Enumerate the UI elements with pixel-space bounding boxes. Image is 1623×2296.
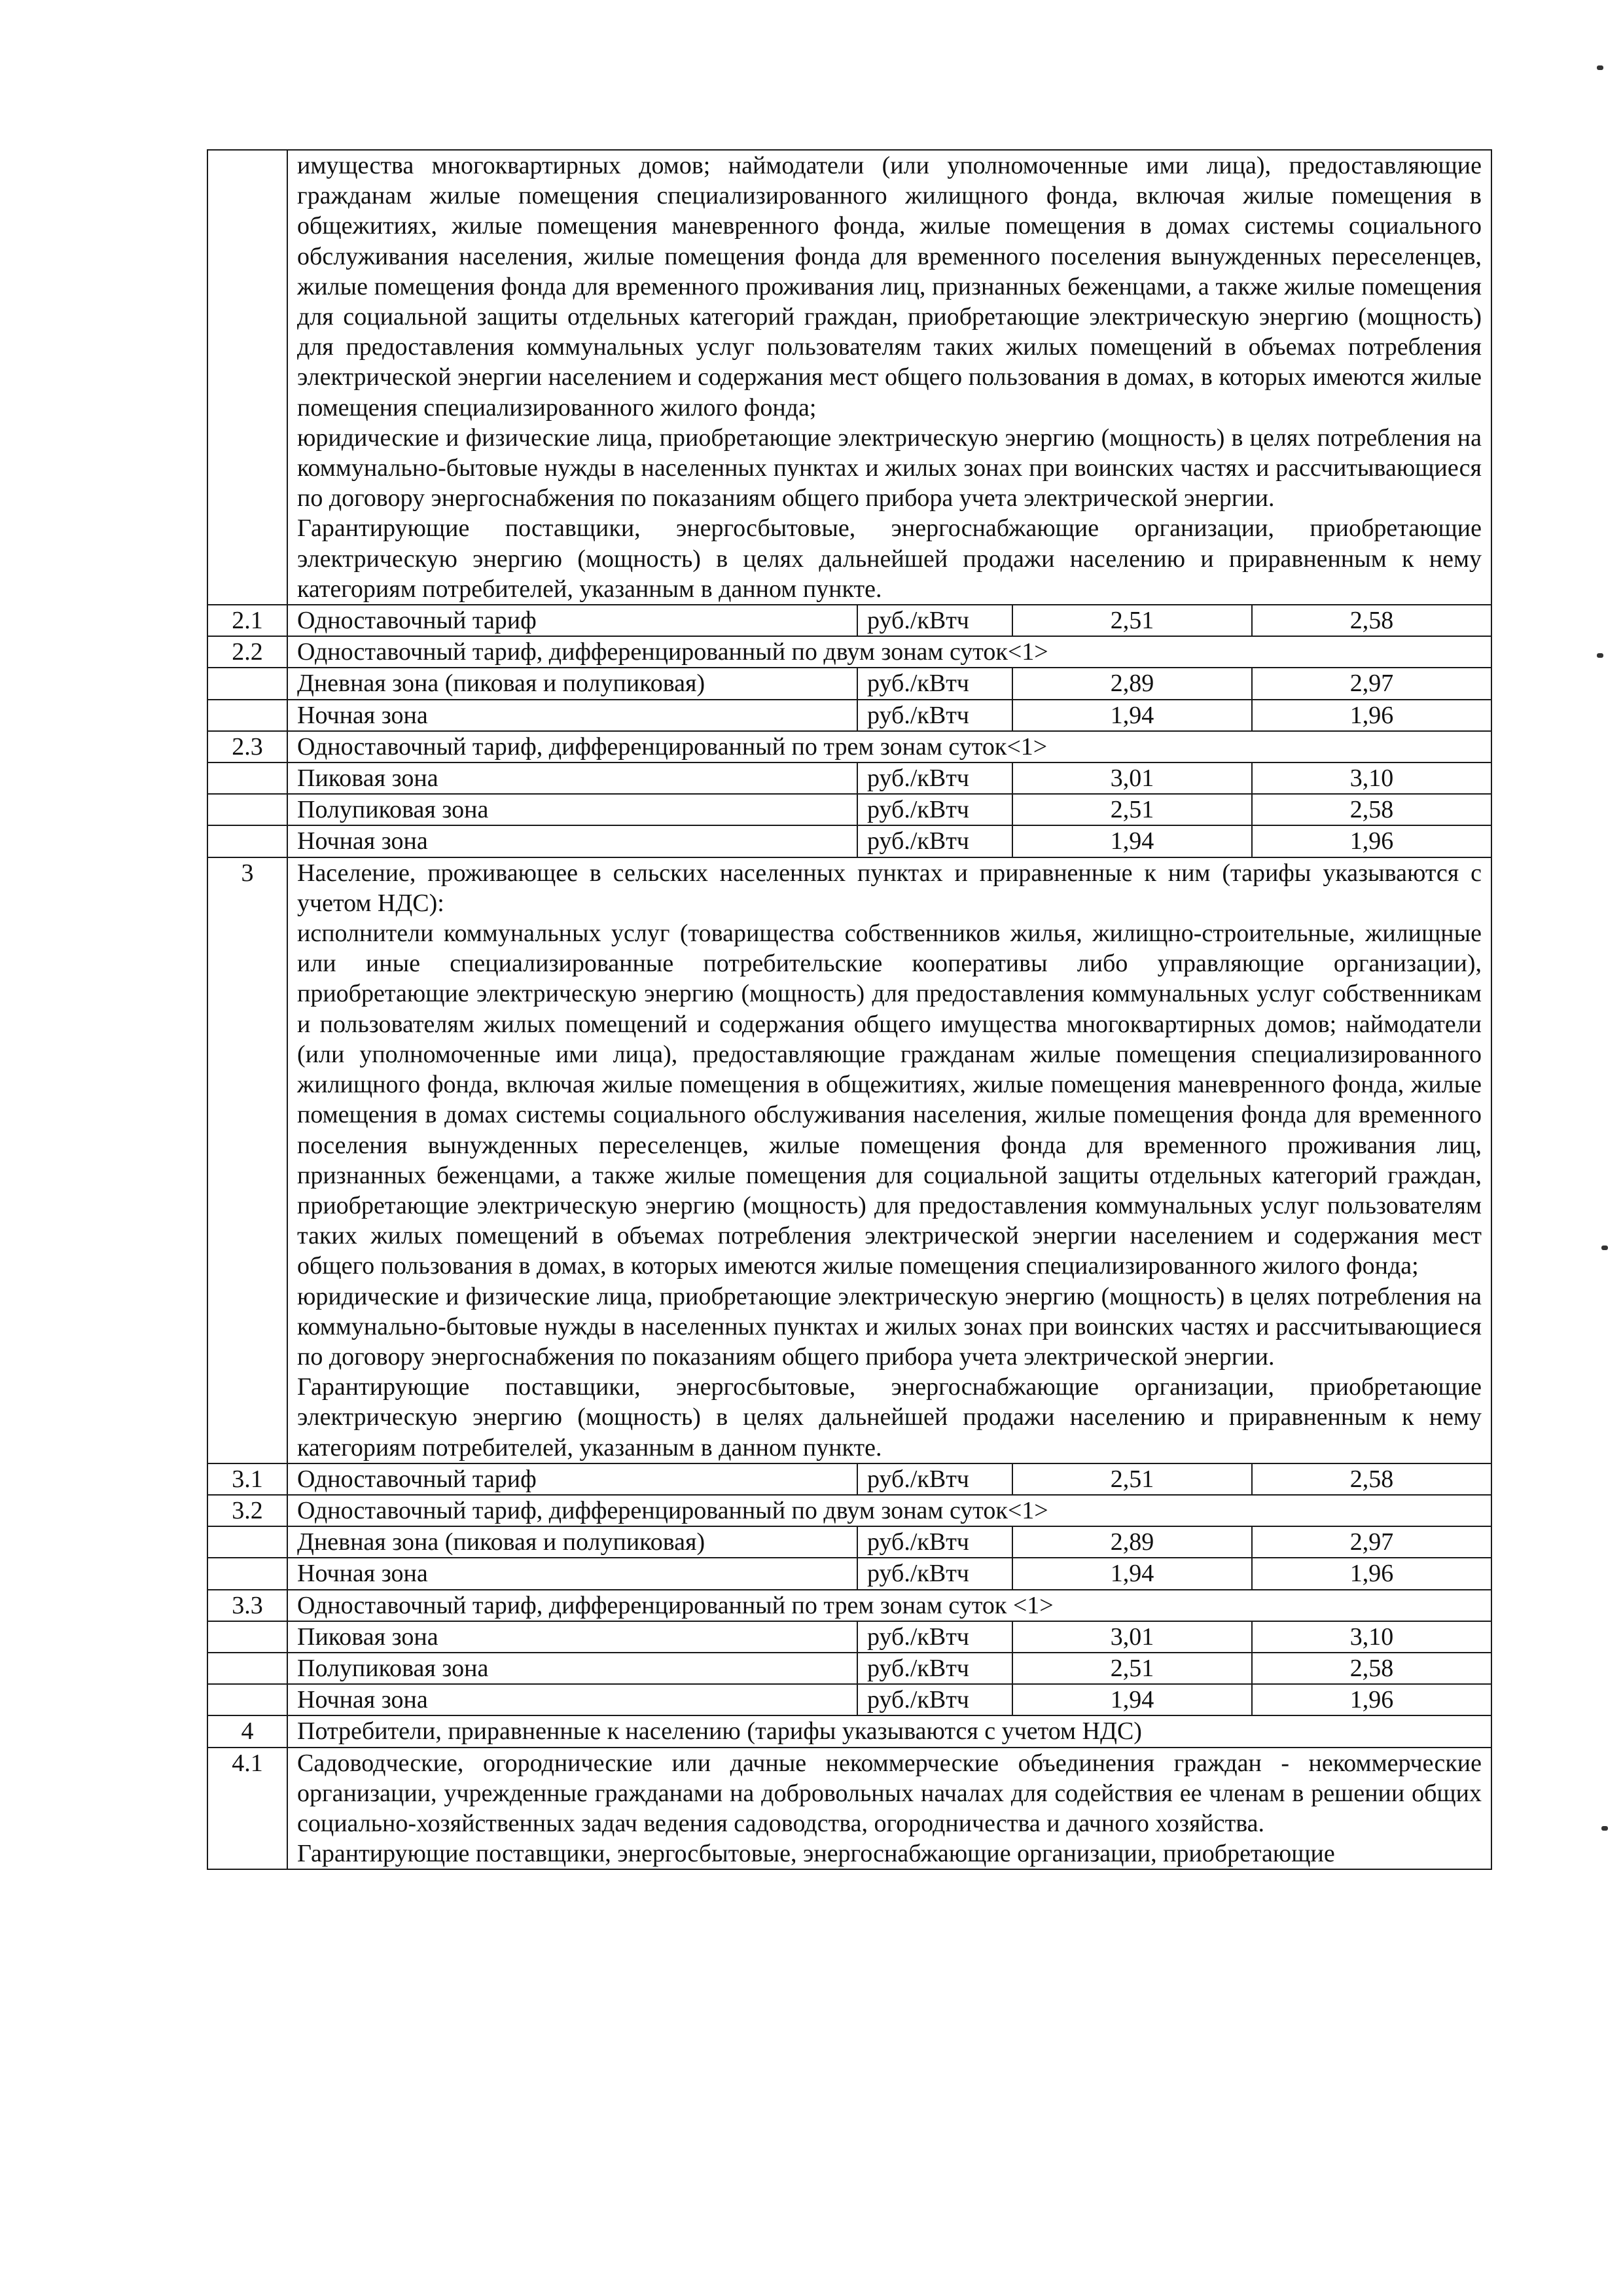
row-number: 3.3 (207, 1590, 287, 1621)
paragraph: юридические и физические лица, приобретающие электрическую энергию (мощность) в целях потребления на коммунально-бытовые нужды в населенных пунктах и жилых зонах при воинских частях и рассчитывающиеся по договору энергоснабжения по показаниям общего прибора учета электрической энергии. (297, 1282, 1482, 1371)
tariff-value-second-half: 1,96 (1252, 1558, 1491, 1589)
tariff-value-second-half: 1,96 (1252, 700, 1491, 731)
row-number: 2.2 (207, 636, 287, 668)
table-row (207, 1463, 1491, 1495)
tariff-value-first-half: 2,51 (1012, 794, 1252, 825)
row-number (207, 1621, 287, 1653)
tariff-value-first-half: 1,94 (1012, 1558, 1252, 1589)
table-row (207, 150, 1491, 605)
tariff-name: Ночная зона (287, 825, 857, 857)
row-number: 2.1 (207, 605, 287, 636)
row-description (287, 1748, 1491, 1870)
tariff-value-first-half: 1,94 (1012, 825, 1252, 857)
paragraph: Население, проживающее в сельских населенных пунктах и приравненные к ним (тарифы указываются с учетом НДС): (297, 859, 1482, 917)
tariff-value-second-half: 2,58 (1252, 1653, 1491, 1684)
tariff-value-first-half: 2,51 (1012, 1463, 1252, 1495)
tariff-unit: руб./кВтч (857, 762, 1012, 794)
tariff-value-first-half: 2,89 (1012, 668, 1252, 699)
row-number: 3.1 (207, 1463, 287, 1495)
row-number (207, 825, 287, 857)
tariff-unit: руб./кВтч (857, 700, 1012, 731)
tariff-table (207, 149, 1492, 1870)
tariff-value-first-half: 1,94 (1012, 700, 1252, 731)
tariff-name: Ночная зона (287, 1684, 857, 1715)
tariff-unit: руб./кВтч (857, 1621, 1012, 1653)
tariff-value-second-half: 3,10 (1252, 762, 1491, 794)
row-number (207, 1653, 287, 1684)
tariff-value-second-half: 2,97 (1252, 668, 1491, 699)
tariff-unit: руб./кВтч (857, 668, 1012, 699)
row-number: 2.3 (207, 731, 287, 762)
row-number (207, 762, 287, 794)
tariff-value-second-half: 2,97 (1252, 1526, 1491, 1558)
paragraph: имущества многоквартирных домов; наймодатели (или уполномоченные ими лица), предоставляющие гражданам жилые помещения специализированного жилищного фонда, включая жилые помещения в общежитиях, жилые помещения маневренного фонда, жилые помещения в домах системы социального обслуживания населения, жилые помещения фонда для временного поселения вынужденных переселенцев, жилые помещения фонда для временного проживания лиц, признанных беженцами, а также жилые помещения для социальной защиты отдельных категорий граждан, приобретающие электрическую энергию (мощность) для предоставления коммунальных услуг пользователям таких жилых помещений в объемах потребления электрической энергии населением и содержания мест общего пользования в домах, в которых имеются жилые помещения специализированного жилого фонда; (297, 152, 1482, 422)
paragraph: Гарантирующие поставщики, энергосбытовые, энергоснабжающие организации, приобретающие электрическую энергию (мощность) в целях дальнейшей продажи населению и приравненным к нему категориям потребителей, указанным в данном пункте. (297, 514, 1482, 603)
table-row (207, 700, 1491, 731)
table-row (207, 668, 1491, 699)
row-number: 4.1 (207, 1748, 287, 1870)
row-title: Одноставочный тариф, дифференцированный по двум зонам суток<1> (287, 1495, 1491, 1526)
paragraph: юридические и физические лица, приобретающие электрическую энергию (мощность) в целях потребления на коммунально-бытовые нужды в населенных пунктах и жилых зонах при воинских частях и рассчитывающиеся по договору энергоснабжения по показаниям общего прибора учета электрической энергии. (297, 423, 1482, 512)
tariff-unit: руб./кВтч (857, 794, 1012, 825)
paragraph: Гарантирующие поставщики, энергосбытовые, энергоснабжающие организации, приобретающие электрическую энергию (мощность) в целях дальнейшей продажи населению и приравненным к нему категориям потребителей, указанным в данном пункте. (297, 1373, 1482, 1462)
tariff-name: Дневная зона (пиковая и полупиковая) (287, 668, 857, 699)
tariff-unit: руб./кВтч (857, 1684, 1012, 1715)
table-row (207, 731, 1491, 762)
tariff-value-second-half: 2,58 (1252, 1463, 1491, 1495)
row-number: 4 (207, 1715, 287, 1747)
table-row (207, 1526, 1491, 1558)
row-number (207, 1526, 287, 1558)
tariff-value-first-half: 2,89 (1012, 1526, 1252, 1558)
scan-speck (1597, 653, 1603, 658)
row-title: Одноставочный тариф, дифференцированный по двум зонам суток<1> (287, 636, 1491, 668)
paragraph: Гарантирующие поставщики, энергосбытовые, энергоснабжающие организации, приобретающие (297, 1840, 1335, 1868)
table-row (207, 1621, 1491, 1653)
tariff-value-first-half: 2,51 (1012, 1653, 1252, 1684)
tariff-name: Дневная зона (пиковая и полупиковая) (287, 1526, 857, 1558)
tariff-value-first-half: 3,01 (1012, 762, 1252, 794)
tariff-value-second-half: 2,58 (1252, 794, 1491, 825)
table-row (207, 1748, 1491, 1870)
tariff-name: Одноставочный тариф (287, 605, 857, 636)
scan-speck (1597, 65, 1603, 70)
tariff-value-second-half: 3,10 (1252, 1621, 1491, 1653)
paragraph: Садоводческие, огороднические или дачные некоммерческие объединения граждан - некоммерческие организации, учрежденные гражданами на добровольных началах для содействия ее членам в решении общих социально-хозяйственных задач ведения садоводства, огородничества и дачного хозяйства. (297, 1749, 1482, 1837)
tariff-value-second-half: 2,58 (1252, 605, 1491, 636)
table-row (207, 1684, 1491, 1715)
tariff-unit: руб./кВтч (857, 1526, 1012, 1558)
tariff-unit: руб./кВтч (857, 1463, 1012, 1495)
row-description (287, 857, 1491, 1463)
tariff-unit: руб./кВтч (857, 825, 1012, 857)
row-number (207, 700, 287, 731)
table-row (207, 1590, 1491, 1621)
table-row (207, 1558, 1491, 1589)
table-row (207, 605, 1491, 636)
tariff-unit: руб./кВтч (857, 1653, 1012, 1684)
table-row (207, 825, 1491, 857)
tariff-value-first-half: 2,51 (1012, 605, 1252, 636)
row-title: Потребители, приравненные к населению (тарифы указываются с учетом НДС) (287, 1715, 1491, 1747)
scan-speck (1601, 1826, 1608, 1831)
row-title: Одноставочный тариф, дифференцированный по трем зонам суток<1> (287, 731, 1491, 762)
row-number: 3.2 (207, 1495, 287, 1526)
row-description (287, 150, 1491, 605)
tariff-name: Пиковая зона (287, 1621, 857, 1653)
tariff-name: Одноставочный тариф (287, 1463, 857, 1495)
table-row (207, 1715, 1491, 1747)
row-number (207, 150, 287, 605)
tariff-value-first-half: 1,94 (1012, 1684, 1252, 1715)
tariff-name: Ночная зона (287, 700, 857, 731)
tariff-value-first-half: 3,01 (1012, 1621, 1252, 1653)
table-row (207, 1653, 1491, 1684)
tariff-unit: руб./кВтч (857, 605, 1012, 636)
table-row (207, 636, 1491, 668)
row-number (207, 1684, 287, 1715)
tariff-name: Ночная зона (287, 1558, 857, 1589)
scan-speck (1601, 1246, 1608, 1250)
row-number (207, 794, 287, 825)
tariff-name: Полупиковая зона (287, 794, 857, 825)
table-row (207, 762, 1491, 794)
row-title: Одноставочный тариф, дифференцированный по трем зонам суток <1> (287, 1590, 1491, 1621)
row-number: 3 (207, 857, 287, 1463)
table-row (207, 857, 1491, 1463)
table-row (207, 794, 1491, 825)
row-number (207, 668, 287, 699)
tariff-value-second-half: 1,96 (1252, 825, 1491, 857)
row-number (207, 1558, 287, 1589)
tariff-unit: руб./кВтч (857, 1558, 1012, 1589)
paragraph: исполнители коммунальных услуг (товарищества собственников жилья, жилищно-строительные, жилищные или иные специализированные потребительские кооперативы либо управляющие организации), приобретающие электрическую энергию (мощность) для предоставления коммунальных услуг собственникам и пользователям жилых помещений и содержания общего имущества многоквартирных домов; наймодатели (или уполномоченные ими лица), предоставляющие гражданам жилые помещения специализированного жилищного фонда, включая жилые помещения в общежитиях, жилые помещения маневренного фонда, жилые помещения в домах системы социального обслуживания населения, жилые помещения фонда для временного поселения вынужденных переселенцев, жилые помещения фонда для временного проживания лиц, признанных беженцами, а также жилые помещения для социальной защиты отдельных категорий граждан, приобретающие электрическую энергию (мощность) для предоставления коммунальных услуг пользователям таких жилых помещений в объемах потребления электрической энергии населением и содержания мест общего пользования в домах, в которых имеются жилые помещения специализированного жилого фонда; (297, 920, 1482, 1280)
tariff-name: Полупиковая зона (287, 1653, 857, 1684)
tariff-value-second-half: 1,96 (1252, 1684, 1491, 1715)
table-row (207, 1495, 1491, 1526)
tariff-name: Пиковая зона (287, 762, 857, 794)
